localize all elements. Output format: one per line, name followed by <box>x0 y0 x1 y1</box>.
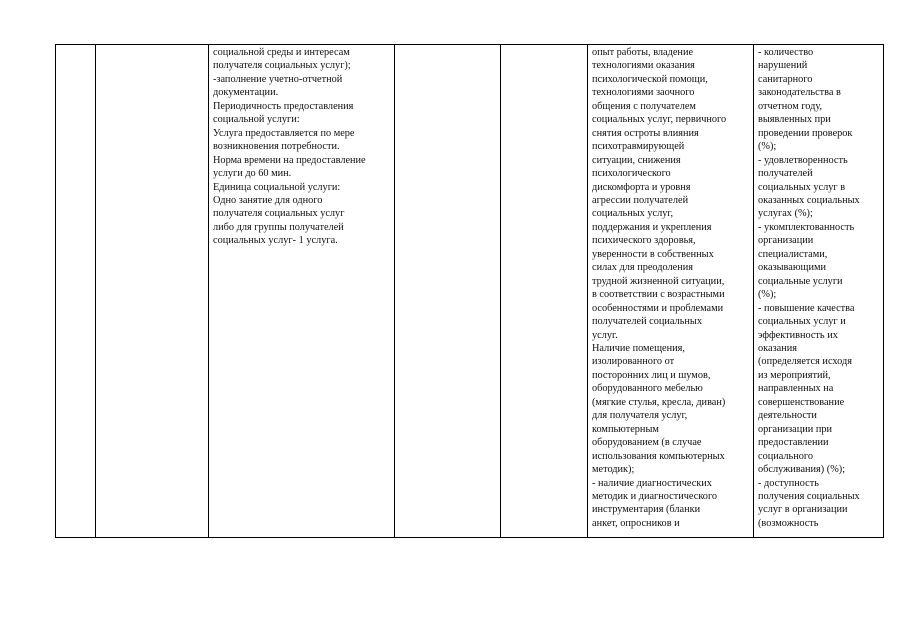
text-line: социальных услуг, первичного <box>592 114 727 126</box>
text-line: социальных услуг, <box>592 208 674 220</box>
text-line: - повышение качества <box>758 302 855 314</box>
text-line: инструментария (бланки <box>592 504 701 516</box>
cell-quality-indicators <box>754 45 884 538</box>
text-line: (%); <box>758 289 777 301</box>
text-line: санитарного <box>758 73 813 85</box>
text-line: социальных услуг в <box>758 181 846 193</box>
text-line: методик); <box>592 464 635 476</box>
text-line: услуг. <box>592 329 618 341</box>
text-line: особенностями и проблемами <box>592 302 724 314</box>
text-line: агрессии получателей <box>592 194 689 206</box>
text-line: (определяется исходя <box>758 356 852 368</box>
text-line: из мероприятий, <box>758 369 831 381</box>
text-line: возникновения потребности. <box>213 141 340 153</box>
text-line: ситуации, снижения <box>592 154 681 166</box>
text-line: силах для преодоления <box>592 262 693 274</box>
service-standard-table <box>55 44 884 538</box>
text-line: оказывающими <box>758 262 827 274</box>
text-line: социального <box>758 450 814 462</box>
text-line: - укомплектованность <box>758 221 855 233</box>
text-line: предоставлении <box>758 437 829 449</box>
text-line: уверенности в собственных <box>592 248 714 260</box>
text-line: психологического <box>592 168 671 180</box>
text-line: получения социальных <box>758 490 860 502</box>
text-line: оборудованием (в случае <box>592 437 702 449</box>
text-line: психотравмирующей <box>592 141 685 153</box>
text-line: дискомфорта и уровня <box>592 181 691 193</box>
text-line: Наличие помещения, <box>592 342 685 354</box>
text-line: социальной услуги: <box>213 114 300 126</box>
text-line: отчетном году, <box>758 100 823 112</box>
text-line: услугах (%); <box>758 208 813 220</box>
text-line: оказанных социальных <box>758 194 860 206</box>
text-line: (возможность <box>758 517 819 529</box>
text-line: (мягкие стулья, кресла, диван) <box>592 396 726 408</box>
text-line: либо для группы получателей <box>213 221 344 233</box>
text-line: трудной жизненной ситуации, <box>592 275 725 287</box>
text-line: эффективность их <box>758 329 838 341</box>
text-line: поддержания и укрепления <box>592 221 712 233</box>
text-line: получателей <box>758 168 813 180</box>
text-line: документации. <box>213 87 279 99</box>
text-line: обслуживания) (%); <box>758 464 846 476</box>
text-line: законодательства в <box>758 87 841 99</box>
text-line: для получателя услуг, <box>592 410 688 422</box>
text-line: выявленных при <box>758 114 831 126</box>
text-line: социальной среды и интересам <box>213 47 350 58</box>
text-line: общения с получателем <box>592 100 696 112</box>
text-line: опыт работы, владение <box>592 47 694 58</box>
text-line: психологической помощи, <box>592 73 708 85</box>
text-line: (%); <box>758 141 777 153</box>
cell-conditions <box>588 45 754 538</box>
text-line: в соответствии с возрастными <box>592 289 725 301</box>
text-line: организации при <box>758 423 833 435</box>
text-line: Услуга предоставляется по мере <box>213 127 355 139</box>
text-line: оказания <box>758 342 797 354</box>
text-line: Периодичность предоставления <box>213 100 354 112</box>
text-line: использования компьютерных <box>592 450 725 462</box>
text-line: деятельности <box>758 410 817 422</box>
text-line: - количество <box>758 47 814 58</box>
cell-service-name <box>96 45 209 538</box>
text-line: - доступность <box>758 477 819 489</box>
cell-tariff <box>395 45 501 538</box>
text-line: Одно занятие для одного <box>213 194 323 206</box>
text-line: получателей социальных <box>592 316 702 328</box>
text-line: нарушений <box>758 60 808 72</box>
text-line: психического здоровья, <box>592 235 696 247</box>
text-line: организации <box>758 235 814 247</box>
text-line: снятия остроты влияния <box>592 127 699 139</box>
text-line: социальных услуг- 1 услуга. <box>213 235 338 247</box>
cell-service-description <box>209 45 395 538</box>
text-line: получателя социальных услуг <box>213 208 345 220</box>
text-line: технологиями оказания <box>592 60 695 72</box>
text-line: услуги до 60 мин. <box>213 168 292 180</box>
text-line: совершенствование <box>758 396 845 408</box>
text-line: - наличие диагностических <box>592 477 712 489</box>
text-line: оборудованного мебелью <box>592 383 703 395</box>
text-line: посторонних лиц и шумов, <box>592 369 711 381</box>
text-line: социальных услуг и <box>758 316 846 328</box>
text-line: услуг в организации <box>758 504 848 516</box>
text-line: специалистами, <box>758 248 828 260</box>
text-line: компьютерным <box>592 423 659 435</box>
text-line: направленных на <box>758 383 834 395</box>
text-line: методик и диагностического <box>592 490 718 502</box>
text-line: технологиями заочного <box>592 87 695 99</box>
table-row <box>56 45 884 538</box>
cell-number <box>56 45 96 538</box>
text-line: -заполнение учетно-отчетной <box>213 73 343 85</box>
text-line: социальные услуги <box>758 275 843 287</box>
text-line: - удовлетворенность <box>758 154 848 166</box>
text-line: изолированного от <box>592 356 675 368</box>
text-line: Норма времени на предоставление <box>213 154 366 166</box>
text-line: Единица социальной услуги: <box>213 181 341 193</box>
text-line: проведении проверок <box>758 127 853 139</box>
text-line: получателя социальных услуг); <box>213 60 351 72</box>
cell-term <box>501 45 588 538</box>
text-line: анкет, опросников и <box>592 517 680 529</box>
